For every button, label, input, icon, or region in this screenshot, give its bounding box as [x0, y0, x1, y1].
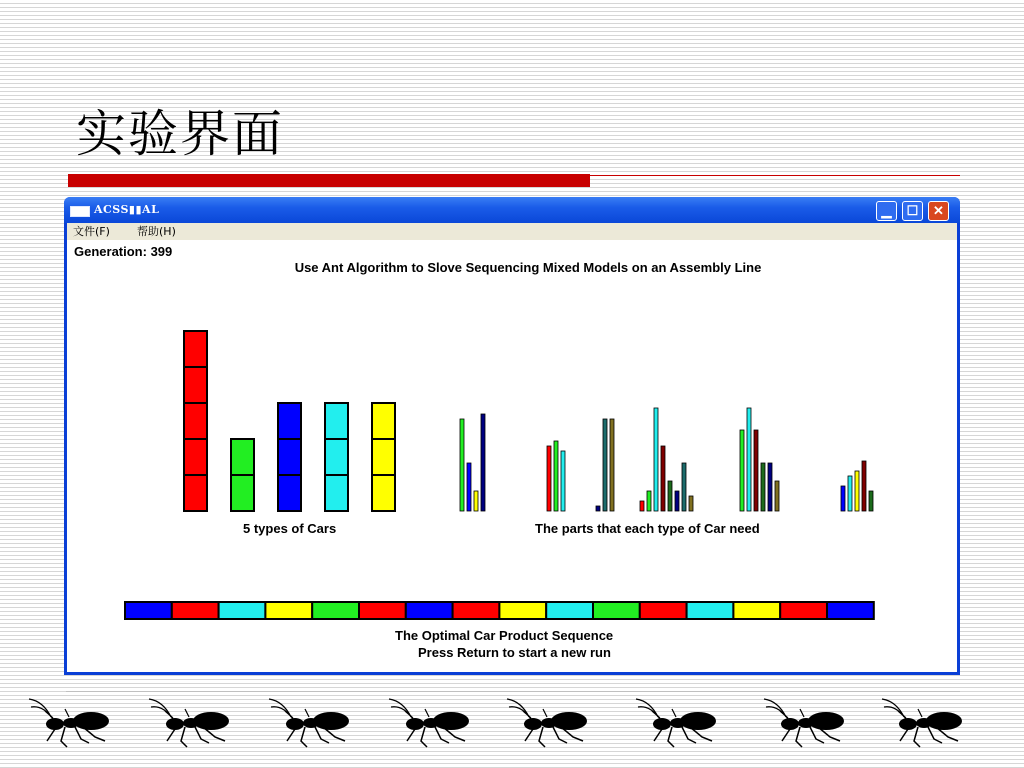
- sequence-cell-blue: [406, 602, 453, 619]
- part-bar-darkred: [661, 446, 665, 511]
- maximize-icon: ☐: [906, 203, 919, 218]
- sequence-cell-red: [640, 602, 687, 619]
- sequence-cell-red: [780, 602, 827, 619]
- car-cell-cyan: [325, 403, 348, 439]
- chart-heading: Use Ant Algorithm to Slove Sequencing Mixed Models on an Assembly Line: [294, 260, 762, 275]
- maximize-button[interactable]: [902, 201, 923, 221]
- sequence-cell-blue: [125, 602, 172, 619]
- part-bar-navy: [768, 463, 772, 511]
- title-underline-line: [590, 175, 960, 176]
- sequence-cell-red: [453, 602, 500, 619]
- car-cell-blue: [278, 475, 301, 511]
- car-cell-yellow: [372, 439, 395, 475]
- car-cell-red: [184, 331, 207, 367]
- car-cell-cyan: [325, 439, 348, 475]
- part-bar-navy: [675, 491, 679, 511]
- part-bar-blue: [467, 463, 471, 511]
- sequence-cell-cyan: [546, 602, 593, 619]
- generation-label: Generation: 399: [74, 244, 173, 259]
- part-bar-darkred: [862, 461, 866, 511]
- sequence-cell-yellow: [265, 602, 312, 619]
- close-button[interactable]: [928, 201, 949, 221]
- part-bar-cyan: [747, 408, 751, 511]
- part-bar-darkred: [754, 430, 758, 511]
- sequence-caption: The Optimal Car Product Sequence: [395, 628, 614, 643]
- car-cell-yellow: [372, 403, 395, 439]
- sequence-strip: [125, 602, 874, 619]
- cars-caption: 5 types of Cars: [243, 521, 337, 536]
- menu-file[interactable]: 文件(F): [73, 225, 110, 238]
- part-bar-green: [460, 419, 464, 511]
- car-cell-blue: [278, 403, 301, 439]
- cars-chart: [184, 331, 395, 511]
- part-bar-red: [547, 446, 551, 511]
- part-bar-darkgreen: [668, 481, 672, 511]
- part-bar-cyan: [654, 408, 658, 511]
- ant-icon: [878, 697, 968, 752]
- footer-divider: [66, 691, 960, 692]
- part-bar-olive: [775, 481, 779, 511]
- part-bar-teal: [603, 419, 607, 511]
- part-bar-red: [640, 501, 644, 511]
- parts-caption: The parts that each type of Car need: [535, 521, 760, 536]
- car-cell-green: [231, 439, 254, 475]
- ant-icon: [385, 697, 475, 752]
- sequence-cell-red: [172, 602, 219, 619]
- part-bar-olive: [610, 419, 614, 511]
- sequence-cell-red: [359, 602, 406, 619]
- sequence-cell-yellow: [733, 602, 780, 619]
- ant-icon: [503, 697, 593, 752]
- car-cell-blue: [278, 439, 301, 475]
- sequence-cell-green: [312, 602, 359, 619]
- app-window: [64, 197, 960, 675]
- ant-icon: [760, 697, 850, 752]
- ant-icon: [265, 697, 355, 752]
- ant-icon: [145, 697, 235, 752]
- part-bar-cyan: [848, 476, 852, 511]
- slide-title: 实验界面: [76, 105, 284, 163]
- part-bar-teal: [682, 463, 686, 511]
- drawing-canvas: [67, 223, 957, 672]
- car-cell-red: [184, 367, 207, 403]
- close-icon: ✕: [933, 203, 944, 218]
- minimize-button[interactable]: [876, 201, 897, 221]
- parts-chart: [460, 408, 873, 511]
- restart-prompt: Press Return to start a new run: [418, 645, 611, 660]
- part-bar-navy: [481, 414, 485, 511]
- sequence-cell-cyan: [687, 602, 734, 619]
- sequence-cell-blue: [827, 602, 874, 619]
- car-cell-red: [184, 475, 207, 511]
- part-bar-green: [740, 430, 744, 511]
- menu-help[interactable]: 帮助(H): [137, 225, 176, 238]
- window-app-icon[interactable]: [70, 206, 90, 217]
- car-cell-red: [184, 403, 207, 439]
- window-title: ACSS▮▮AL: [94, 203, 160, 216]
- minimize-icon: ▁: [881, 203, 892, 218]
- part-bar-yellow: [855, 471, 859, 511]
- part-bar-navy: [596, 506, 600, 511]
- ant-icon: [25, 697, 115, 752]
- ant-icon: [632, 697, 722, 752]
- part-bar-blue: [841, 486, 845, 511]
- car-cell-green: [231, 475, 254, 511]
- window-client-area: [67, 223, 957, 672]
- part-bar-cyan: [561, 451, 565, 511]
- sequence-cell-green: [593, 602, 640, 619]
- car-cell-cyan: [325, 475, 348, 511]
- car-cell-red: [184, 439, 207, 475]
- part-bar-green: [647, 491, 651, 511]
- sequence-cell-cyan: [219, 602, 266, 619]
- car-cell-yellow: [372, 475, 395, 511]
- title-underline-bar: [68, 174, 590, 187]
- part-bar-darkgreen: [761, 463, 765, 511]
- part-bar-yellow: [474, 491, 478, 511]
- sequence-cell-yellow: [499, 602, 546, 619]
- part-bar-green: [554, 441, 558, 511]
- window-titlebar[interactable]: [64, 197, 960, 223]
- part-bar-darkgreen: [869, 491, 873, 511]
- part-bar-olive: [689, 496, 693, 511]
